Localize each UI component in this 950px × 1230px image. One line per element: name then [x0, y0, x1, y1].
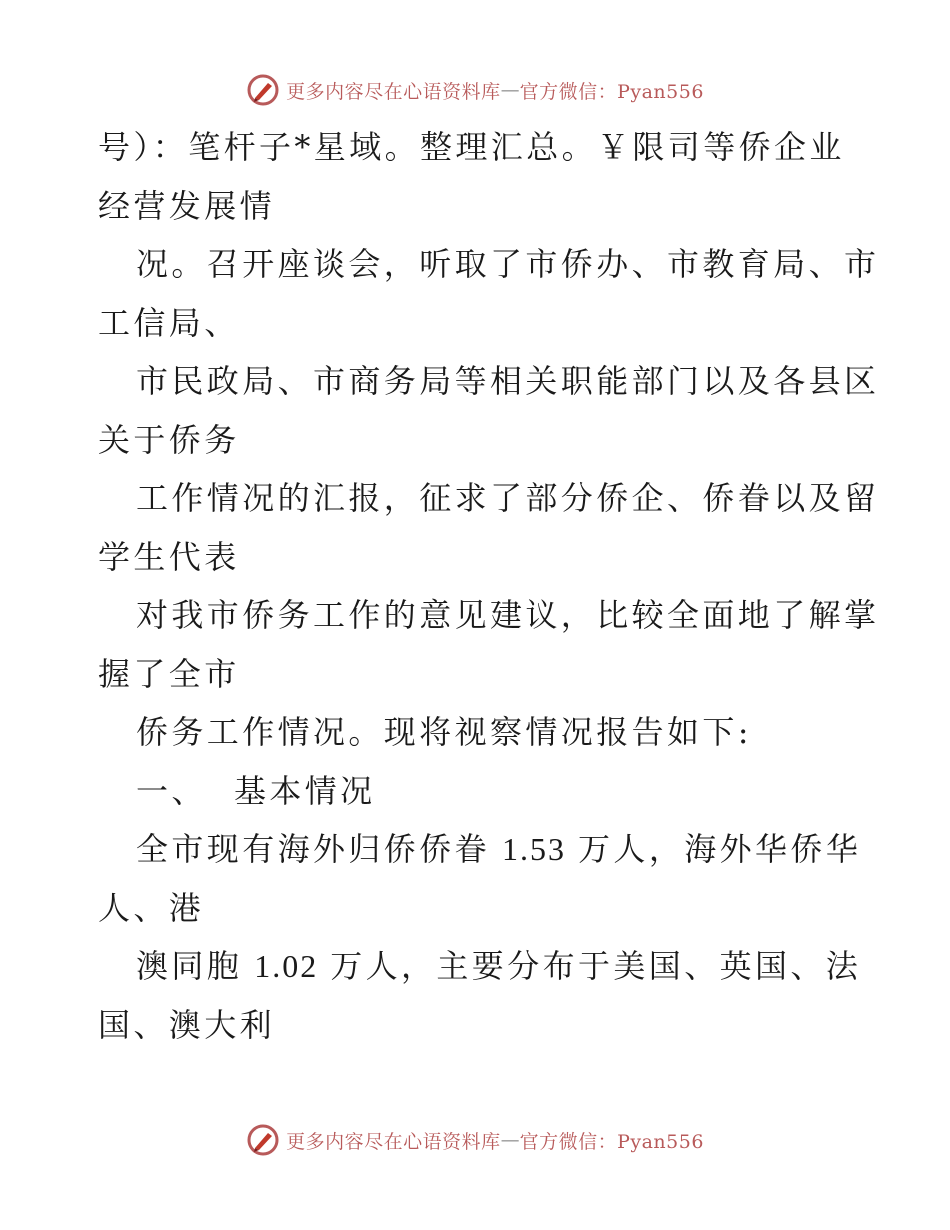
stat-text: 万人，主要分布于美国、英国、法	[330, 947, 862, 985]
stat-text: 全市现有海外归侨侨眷	[136, 830, 491, 868]
text-line: 工作情况的汇报，征求了部分侨企、侨眷以及留	[136, 479, 880, 517]
banner-text: 更多内容尽在心语资料库	[286, 1130, 501, 1153]
banner-separator: —	[500, 79, 520, 101]
stat-text: 万人，海外华侨华	[578, 830, 862, 868]
text-line: 国、澳大利	[98, 1005, 276, 1044]
text-line	[98, 937, 862, 996]
section-heading: 一、 基本情况	[136, 771, 376, 810]
document-body	[98, 118, 880, 1054]
banner-text: 更多内容尽在心语资料库	[286, 80, 501, 103]
text-line: 市民政局、市商务局等相关职能部门以及各县区	[136, 362, 880, 400]
text-line: 对我市侨务工作的意见建议，比较全面地了解掌	[136, 596, 880, 634]
text-line: 工信局、	[98, 303, 240, 342]
pen-logo-icon	[246, 1123, 280, 1157]
text-line	[98, 820, 862, 879]
text-line: 学生代表	[98, 537, 240, 576]
text-line: 况。召开座谈会，听取了市侨办、市教育局、市	[136, 245, 880, 283]
stat-text: 澳同胞	[136, 947, 243, 985]
banner-wechat: 官方微信：Pyan556	[519, 1130, 704, 1153]
pen-logo-icon	[246, 73, 280, 107]
footer-banner	[0, 1120, 950, 1160]
banner-separator: —	[500, 1129, 520, 1151]
header-banner	[0, 70, 950, 110]
text-line: 握了全市	[98, 654, 240, 693]
text-line: 经营发展情	[98, 186, 276, 225]
stat-number: 1.02	[254, 948, 319, 984]
text-line: 侨务工作情况。现将视察情况报告如下:	[136, 713, 752, 751]
text-line: 号）：笔杆子*星域。整理汇总。￥限司等侨企业	[98, 128, 845, 166]
text-line: 人、港	[98, 888, 205, 927]
banner-wechat: 官方微信：Pyan556	[519, 80, 704, 103]
stat-number: 1.53	[502, 831, 567, 867]
text-line: 关于侨务	[98, 420, 240, 459]
